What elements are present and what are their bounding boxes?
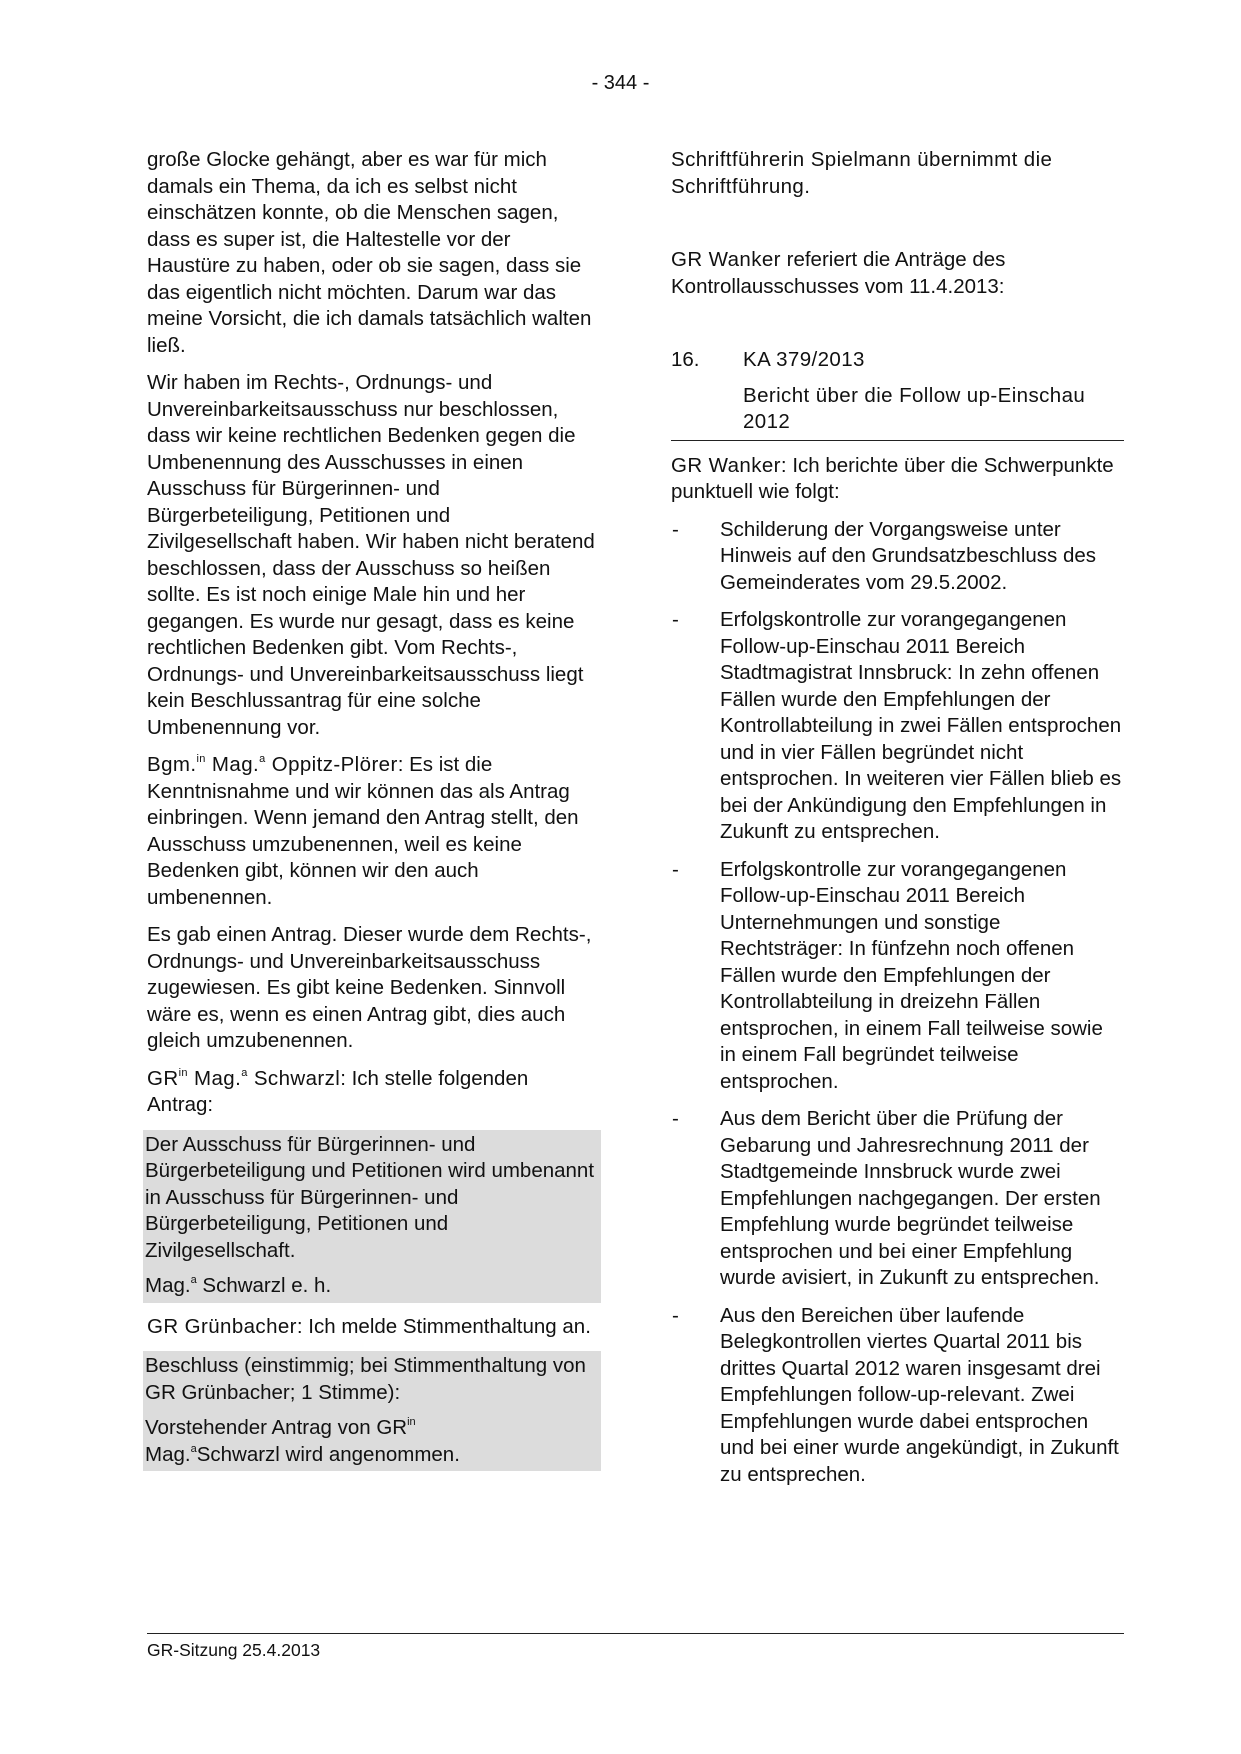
speaker-paragraph: GR Wanker referiert die Anträge des Kontrollausschusses vom 11.4.2013: [671, 248, 1006, 298]
right-column [671, 147, 1124, 1499]
speaker-paragraph: $GR^{in}$ Mag.$^a$ Schwarzl: Ich stelle folgenden Antrag: [147, 1066, 529, 1116]
motion-text: Der Ausschuss für Bürgerinnen- und Bürgerbeteiligung und Petitionen wird umbenannt in Ausschuss für Bürgerinnen- und Bürgerbeteiligung, Petitionen und Zivilgesellschaft. [145, 1132, 595, 1262]
speaker-name: Bgm.$^{in}$ Mag.$^a$ Oppitz-Plörer [147, 753, 398, 776]
paragraph: Wir haben im Rechts-, Ordnungs- und Unvereinbarkeitsausschuss nur beschlossen, dass wir keine rechtlichen Bedenken gegen die Umbenennung des Ausschusses in einen Ausschuss für Bürgerinnen- und Bürgerbeteiligung, Petitionen und Zivilgesellschaft haben. Wir haben nicht beratend beschlossen, dass der Ausschuss so heißen sollte. Es ist noch einige Male hin und her gegangen. Es wurde nur gesagt, dass es keine rechtlichen Bedenken gibt. Vom Rechts-, Ordnungs- und Unvereinbarkeitsausschuss liegt kein Beschlussantrag für eine solche Umbenennung vor. [147, 371, 595, 739]
paragraph: große Glocke gehängt, aber es war für mich damals ein Thema, da ich es selbst nicht einschätzen konnte, ob die Menschen sagen, dass es super ist, die Haltestelle vor der Haustüre zu haben, oder ob sie sagen, dass sie das eigentlich nicht möchten. Darum war das meine Vorsicht, die ich damals tatsächlich walten ließ. [147, 148, 592, 357]
list-item: - Erfolgskontrolle zur vorangegangenen Follow-up-Einschau 2011 Bereich Unternehmungen und sonstige Rechtsträger: In fünfzehn noch offenen Fällen wurde den Empfehlungen der Kontrollabteilung in dreizehn Fällen entsprochen, in einem Fall teilweise sowie in einem Fall begründet teilweise entsprochen. [672, 857, 1103, 1093]
item-subject: Bericht über die Follow up-Einschau 2012 [743, 383, 1086, 433]
speaker-name: GR Grünbacher [147, 1314, 297, 1338]
resolution-box [143, 1351, 601, 1471]
speaker-paragraph: GR Grünbacher: Ich melde Stimmenthaltung an. [147, 1314, 591, 1338]
motion-box [143, 1130, 601, 1303]
speaker-name: GR Wanker [671, 248, 781, 271]
footer-divider [147, 1633, 1124, 1634]
item-number: 16. [671, 348, 700, 371]
list-item: - Aus den Bereichen über laufende Belegkontrollen viertes Quartal 2011 bis drittes Quartal 2012 waren insgesamt drei Empfehlungen follow-up-relevant. Zwei Empfehlungen wurde dabei entsprochen und bei einer wurde angekündigt, in Zukunft zu entsprechen. [672, 1303, 1119, 1486]
resolution-result: Vorstehender Antrag von $GR^{in}$ Mag.$^a$Schwarzl wird angenommen. [145, 1416, 460, 1466]
speaker-paragraph: GR Wanker: Ich berichte über die Schwerpunkte punktuell wie folgt: [671, 453, 1114, 503]
speaker-name: GR Wanker [671, 453, 781, 477]
bullet-list [671, 517, 1124, 1489]
speaker-name: $GR^{in}$ Mag.$^a$ Schwarzl [147, 1066, 341, 1090]
agenda-item-heading [671, 347, 1124, 441]
resolution-text: Beschluss (einstimmig; bei Stimmenthaltung von GR Grünbacher; 1 Stimme): [145, 1354, 586, 1404]
list-item: - Aus dem Bericht über die Prüfung der Gebarung und Jahresrechnung 2011 der Stadtgemeinde Innsbruck wurde zwei Empfehlungen nachgegangen. Der ersten Empfehlung wurde begründet teilweise entsprochen und bei einer Empfehlung wurde avisiert, in Zukunft zu entsprechen. [672, 1107, 1101, 1289]
footer-text: GR-Sitzung 25.4.2013 [147, 1640, 321, 1660]
paragraph: Es gab einen Antrag. Dieser wurde dem Rechts-, Ordnungs- und Unvereinbarkeitsausschuss zugewiesen. Es gibt keine Bedenken. Sinnvoll wäre es, wenn es einen Antrag gibt, dies auch gleich umzubenennen. [147, 923, 592, 1052]
list-item: - Erfolgskontrolle zur vorangegangenen Follow-up-Einschau 2011 Bereich Stadtmagistrat Innsbruck: In zehn offenen Fällen wurde den Empfehlungen der Kontrollabteilung in zwei Fällen entsprochen und in vier Fällen begründet nicht entsprochen. In weiteren vier Fällen blieb es bei der Ankündigung den Empfehlungen in Zukunft zu entsprechen. [672, 608, 1122, 843]
paragraph: Schriftführerin Spielmann übernimmt die Schriftführung. [671, 148, 1053, 198]
page-number: - 344 - [591, 72, 650, 94]
list-item: - Schilderung der Vorgangsweise unter Hinweis auf den Grundsatzbeschluss des Gemeinderates vom 29.5.2002. [672, 517, 1097, 594]
left-column [147, 147, 597, 1482]
item-code: KA 379/2013 [743, 348, 865, 371]
speaker-paragraph: Bgm.$^{in}$ Mag.$^a$ Oppitz-Plörer: Es ist die Kenntnisnahme und wir können das als Antrag einbringen. Wenn jemand den Antrag stellt, den Ausschuss umzubenennen, weil es keine Bedenken gibt, können wir den auch umbenennen. [147, 753, 579, 909]
motion-signature: Mag.$^a$ Schwarzl e. h. [145, 1274, 332, 1297]
